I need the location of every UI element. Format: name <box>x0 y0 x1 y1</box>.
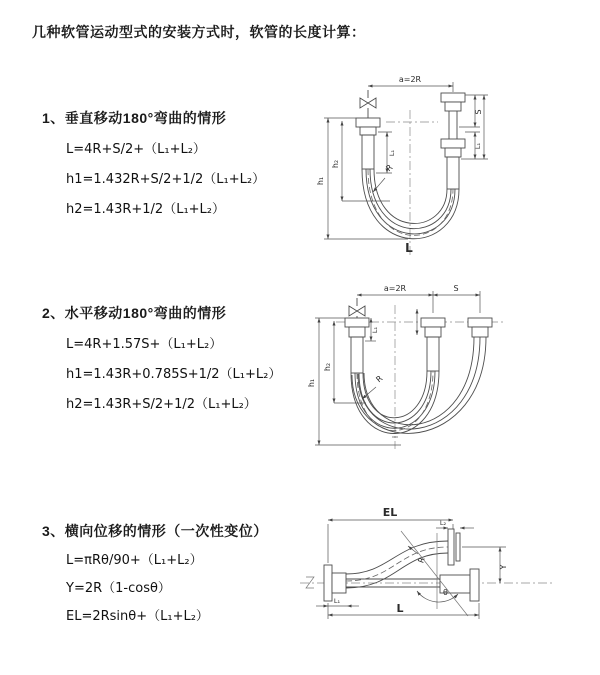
flange-neck <box>472 327 488 337</box>
valve-icon <box>368 98 376 108</box>
centerline-break-mark <box>306 577 314 588</box>
upper-flange-assembly <box>448 529 460 565</box>
left-flange-assembly <box>324 565 346 601</box>
right-pipe-assembly <box>441 93 465 189</box>
dim-h1-label: h₁ <box>307 378 316 388</box>
dim-s-label: S <box>453 284 459 293</box>
page-title: 几种软管运动型式的安装方式时，软管的长度计算： <box>32 24 366 40</box>
flange <box>441 93 465 102</box>
flange-neck <box>349 327 365 337</box>
valve-icon <box>360 98 368 108</box>
section-3-formula-y: Y=2R（1-cosθ） <box>66 581 171 596</box>
flange-plate <box>470 569 479 601</box>
dim-l-label: L <box>396 602 404 615</box>
flange-neck <box>360 127 376 135</box>
diagram-lateral-displacement <box>296 501 600 651</box>
flange <box>345 318 369 327</box>
dim-l1-label: L₁ <box>333 597 341 605</box>
flange <box>441 139 465 148</box>
length-label: L <box>405 241 413 255</box>
braided-hose-section <box>447 157 459 189</box>
braided-hose-section <box>427 337 439 371</box>
flange <box>468 318 492 327</box>
flange-neck <box>445 148 461 157</box>
section-1-heading: 1、垂直移动180°弯曲的情形 <box>42 110 227 126</box>
dim-a2r-label: a=2R <box>398 75 422 84</box>
flange <box>356 118 380 127</box>
flange-neck <box>332 573 346 593</box>
section-1-formula-l: L=4R+S/2+（L₁+L₂） <box>66 142 206 157</box>
middle-pipe-assembly <box>417 309 445 371</box>
section-1-formula-h2: h2=1.43R+1/2（L₁+L₂） <box>66 202 225 217</box>
section-3-formula-el: EL=2Rsinθ+（L₁+L₂） <box>66 609 209 624</box>
valve-icon <box>357 306 365 316</box>
section-2-heading: 2、水平移动180°弯曲的情形 <box>42 305 227 321</box>
dim-l <box>328 602 479 619</box>
pipe-original-position <box>346 569 479 601</box>
dim-l1 <box>316 597 359 606</box>
hose-u-curve-displaced <box>352 337 486 433</box>
dim-l2-label: L₂ <box>439 519 447 527</box>
braided-hose-section <box>351 337 363 373</box>
flange-plate <box>324 565 332 601</box>
flange <box>421 318 445 327</box>
dim-s <box>433 284 480 295</box>
dim-y-label: Y <box>499 564 508 570</box>
section-2-formula-h2: h2=1.43R+S/2+1/2（L₁+L₂） <box>66 397 257 412</box>
dim-s-label: S <box>474 109 483 115</box>
dim-a2r-label: a=2R <box>383 284 407 293</box>
radius-label: R <box>416 555 427 565</box>
dim-el-label: EL <box>382 506 398 519</box>
section-3-formula-l: L=πRθ/90+（L₁+L₂） <box>66 553 203 568</box>
flange-plate <box>456 533 460 561</box>
flange-plate <box>448 529 454 565</box>
braided-hose-section <box>362 135 374 169</box>
diagram-horizontal-movement-180 <box>306 283 598 455</box>
dim-l1-label: L₁ <box>371 326 379 334</box>
section-2-formula-l: L=4R+1.57S+（L₁+L₂） <box>66 337 223 352</box>
diagram-vertical-movement-180 <box>310 66 595 262</box>
section-1-formula-h1: h1=1.432R+S/2+1/2（L₁+L₂） <box>66 172 266 187</box>
left-pipe-assembly <box>356 90 380 169</box>
section-3-heading: 3、横向位移的情形（一次性变位） <box>42 523 268 539</box>
dim-l1-right-label: L₁ <box>474 142 482 150</box>
dim-h1-label: h₁ <box>316 176 325 186</box>
dim-l1-left-label: L₁ <box>388 149 396 157</box>
left-pipe-assembly <box>345 298 369 373</box>
angle-label: θ <box>443 588 448 597</box>
pipe <box>449 111 457 139</box>
radius-label: R <box>384 162 395 174</box>
right-pipe-assembly <box>468 318 492 337</box>
dim-h2-label: h₂ <box>323 362 332 372</box>
dim-a2r <box>357 284 480 313</box>
dim-a2r <box>368 75 453 92</box>
flange-neck <box>425 327 441 337</box>
section-2-formula-h1: h1=1.43R+0.785S+1/2（L₁+L₂） <box>66 367 282 382</box>
dim-l2 <box>436 519 474 528</box>
hose-s-curve <box>346 541 448 588</box>
radius-label: R <box>374 373 385 385</box>
dim-h2-label: h₂ <box>331 159 340 169</box>
hose-u-curve <box>362 169 459 239</box>
valve-icon <box>349 306 357 316</box>
flange-neck <box>445 102 461 111</box>
